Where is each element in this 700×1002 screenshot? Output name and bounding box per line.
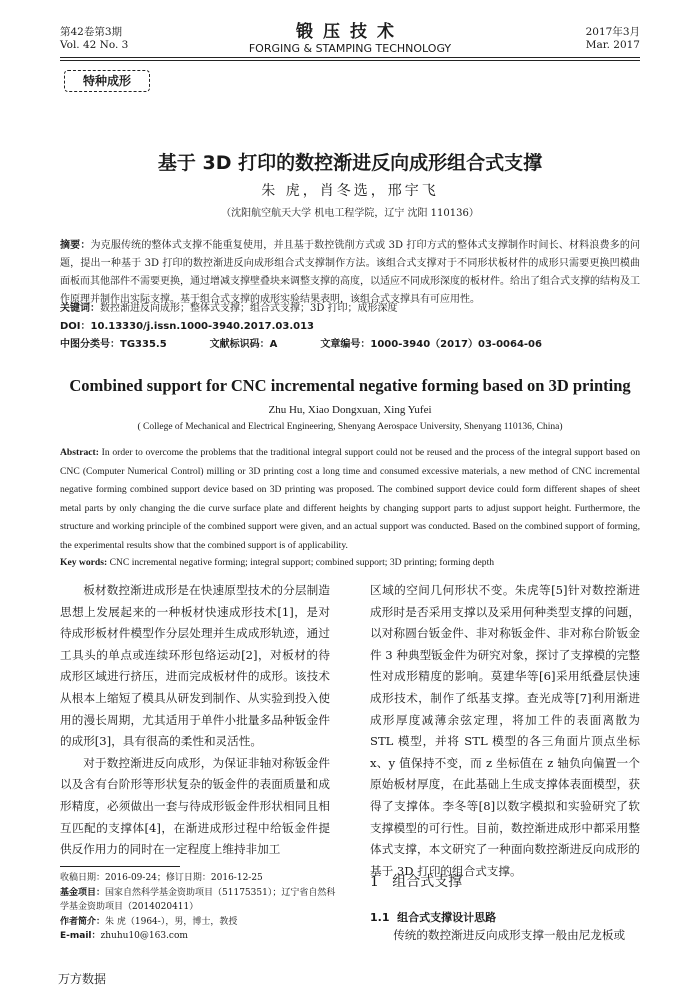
footnote-fund	[60, 886, 340, 915]
watermark-footer: 万方数据	[58, 972, 107, 986]
footnote-author	[60, 915, 340, 930]
section-1-1-title: 组合式支撑设计思路	[397, 911, 497, 924]
abstract-en-text: In order to overcome the problems that the traditional integral support could not be reused and the process of the integral support based on CNC (Computer Numerical Control) milling or 3D printing cost a long time and consumed excessive materials, a new method of CNC incremental negative forming combined support device based on 3D printing was proposed. The combined support device could form different shapes of sheet metal parts by only changing the die curve surface plate and different heights by changing support parts to adjust support height. Furthermore, the structure and working principle of the combined support were given, and an actual support was conducted. Based on the combined support of forming, the experimental results show that the combined support is of applicability.	[60, 447, 640, 551]
doc-code-label: 文献标识码：	[209, 339, 270, 350]
footnotes	[60, 871, 340, 944]
journal-date	[586, 26, 640, 52]
footnote-dates: 收稿日期：2016-09-24；修订日期：2016-12-25	[60, 873, 263, 883]
date-cn: 2017年3月	[585, 26, 640, 38]
abstract-cn	[60, 237, 640, 309]
journal-name	[200, 22, 500, 56]
journal-issue	[60, 26, 128, 52]
paper-title-cn: 基于 3D 打印的数控渐进反向成形组合式支撑	[157, 152, 543, 174]
header-rule	[60, 57, 640, 58]
body-paragraph: 区域的空间几何形状不变。朱虎等[5]针对数控渐进成形时是否采用支撑以及采用何种类型支撑的问题，以对称圆台钣金件、非对称钣金件、非对称台阶钣金件 3 种典型钣金件为研究对象，探讨了支撑模的完整性对成形精度的影响。莫建华等[6]采用纸叠层快速成形技术，制作了纸基支撑。查光成等[7]利用渐进成形厚度减薄余弦定理，将加工件的表面离散为 STL 模型，并将 STL 模型的各三角面片顶点坐标 x、y 值保持不变，而 z 坐标值在 z 轴负向偏置一个原始板材厚度，在此基础上生成支撑体表面模型，获得了支撑体。李冬等[8]以数字模拟和实验研究了软支撑模型的可行性。目前，数控渐进成形中都采用整体式支撑，本文研究了一种面向数控渐进反向成形的基于 3D 打印的组合式支撑。	[370, 583, 640, 878]
abstract-en	[60, 444, 640, 556]
fund-label: 基金项目：	[60, 887, 106, 898]
article-no-label: 文章编号：	[320, 339, 371, 350]
section-1-1-text: 传统的数控渐进反向成形支撑一般由尼龙板或	[393, 928, 626, 942]
body-left-column	[60, 580, 330, 861]
author-text: 朱 虎（1964-），男，博士，教授	[105, 916, 238, 927]
keywords-en-text: CNC incremental negative forming; integral support; combined support; 3D printing; forming depth	[107, 557, 495, 568]
journal-name-en: FORGING & STAMPING TECHNOLOGY	[248, 42, 452, 55]
body-paragraph: 板材数控渐进成形是在快速原型技术的分层制造思想上发展起来的一种板材快速成形技术[1]，是对待成形板材件模型作分层处理并生成成形轨迹，通过工具头的单点或连续环形包络运动[2]，对板材的待成形区域进行挤压，进而完成板材件的成形。该技术从根本上缩短了模具从研发到制作、从实验到投入使用的漫长周期，尤其适用于单件小批量多品种钣金件的成形[3]，具有很高的柔性和灵活性。	[60, 583, 330, 749]
keywords-cn-text: 数控渐进反向成形；整体式支撑；组合式支撑；3D 打印；成形深度	[100, 303, 398, 314]
section-1-number: 1	[370, 874, 379, 890]
section-1-1-heading	[370, 909, 496, 925]
clc-value: TG335.5	[120, 339, 167, 350]
abstract-cn-text: 为克服传统的整体式支撑不能重复使用，并且基于数控铣削方式或 3D 打印方式的整体式支撑制作时间长、材料浪费多的问题，提出一种基于 3D 打印的数控渐进反向成形组合式支撑制作方法。该组合式支撑对于不同形状板材件的成形只需要更换凹模曲面板而其他部件不需要更换，通过增减支撑壁叠块来调整支撑的高度，以适应不同成形深度的板材件。给出了组合式支撑的结构及工作原理并制作出实际支撑。基于组合式支撑的成形实验结果表明，该组合式支撑具有可应用性。	[60, 240, 640, 305]
section-badge: 特种成形	[64, 70, 150, 92]
journal-name-cn: 锻压技术	[296, 22, 404, 42]
email-text: zhuhu10@163.com	[100, 931, 188, 941]
doc-code-value: A	[269, 339, 278, 350]
fund-text: 国家自然科学基金资助项目（51175351）；辽宁省自然科学基金资助项目（2014020411）	[60, 887, 336, 912]
footnote-rule	[60, 866, 180, 867]
keywords-cn-label: 关键词：	[60, 303, 100, 314]
date-en: Mar. 2017	[585, 39, 640, 51]
section-1-1-number: 1.1	[370, 911, 390, 924]
clc-label: 中图分类号：	[60, 339, 120, 350]
doi-text: 10.13330/j.issn.1000-3940.2017.03.013	[90, 321, 314, 332]
doi	[60, 320, 640, 334]
body-right-column	[370, 580, 640, 882]
authors-en: Zhu Hu, Xiao Dongxuan, Xing Yufei	[268, 404, 432, 416]
header-rule-thin	[60, 60, 640, 61]
paper-title-en: Combined support for CNC incremental negative forming based on 3D printing	[69, 376, 631, 395]
abstract-cn-label: 摘要：	[60, 240, 91, 251]
section-1-title: 组合式支撑	[392, 874, 463, 890]
affiliation-cn: （沈阳航空航天大学 机电工程学院，辽宁 沈阳 110136）	[221, 208, 479, 219]
author-label: 作者简介：	[60, 916, 106, 927]
abstract-en-label: Abstract:	[60, 447, 99, 458]
article-no-value: 1000-3940（2017）03-0064-06	[370, 339, 542, 350]
email-label: E-mail：	[60, 931, 101, 941]
body-paragraph: 对于数控渐进反向成形，为保证非轴对称钣金件以及含有台阶形等形状复杂的钣金件的表面质量和成形精度，必须做出一套与待成形钣金件形状相同且相互匹配的支撑体[4]，在渐进成形过程中给钣金件提供反作用力的同时在一定程度上维持非加工	[60, 755, 330, 857]
keywords-en-label: Key words:	[60, 557, 108, 568]
keywords-en	[60, 556, 640, 570]
keywords-cn	[60, 302, 640, 316]
issue-en: Vol. 42 No. 3	[60, 39, 129, 51]
section-1-heading	[370, 871, 462, 891]
authors-cn: 朱 虎，肖冬选，邢宇飞	[261, 183, 439, 199]
doi-label: DOI：	[60, 321, 91, 332]
affiliation-en: ( College of Mechanical and Electrical Engineering, Shenyang Aerospace University, Shenyang 110136, China)	[137, 422, 563, 432]
issue-cn: 第42卷第3期	[60, 26, 123, 38]
classification	[60, 338, 640, 352]
footnote-email	[60, 929, 340, 944]
